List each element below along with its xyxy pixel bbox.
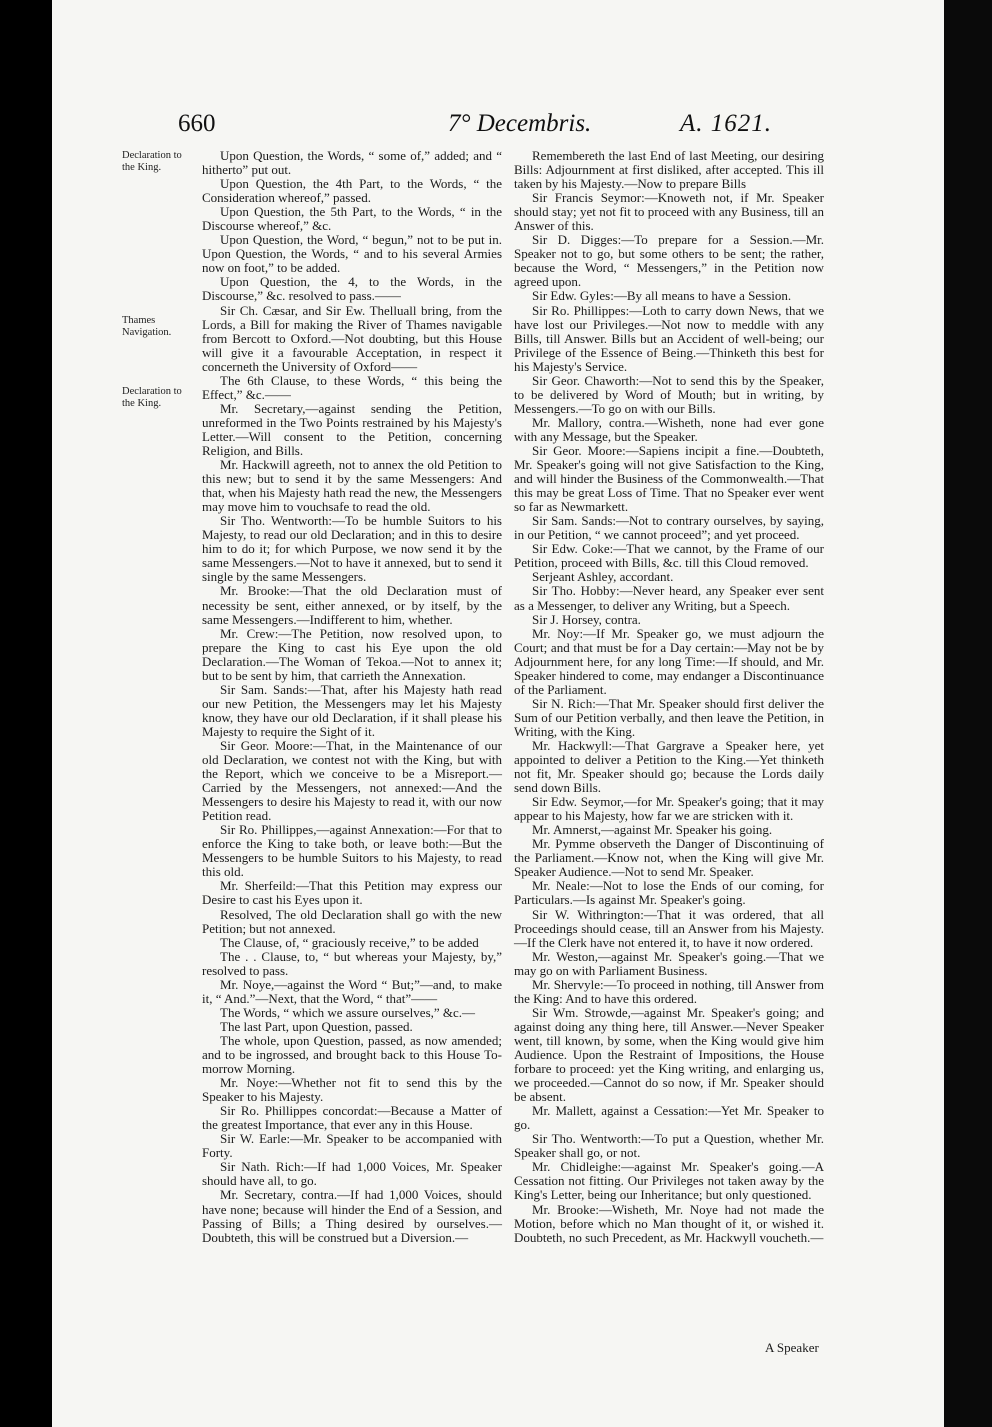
paragraph: Sir Ro. Phillippes:—Loth to carry down News, that we have lost our Privileges.—Not now to meddle with any Bills, till Answer. Bills but an Accident of well-being; our Privilege of the Essence of Being.—Thinketh this best for his Majesty's Service.: [514, 302, 824, 374]
paragraph: Mr. Neale:—Not to lose the Ends of our coming, for Particulars.—Is against Mr. Speaker's going.: [514, 878, 824, 908]
paragraph: Sir Edw. Coke:—That we cannot, by the Frame of our Petition, proceed with Bills, &c. till this Cloud removed.: [514, 541, 824, 571]
paragraph: The 6th Clause, to these Words, “ this being the Effect,” &c.——: [202, 372, 502, 402]
paragraph: Mr. Noye,—against the Word “ But;”—and, to make it, “ And.”—Next, that the Word, “ that”——: [202, 976, 502, 1006]
paragraph: Mr. Chidleighe:—against Mr. Speaker's going.—A Cessation not fitting. Our Privileges not taken away by the King's Letter, being our Inheritance; but only questioned.: [514, 1159, 824, 1203]
paragraph: Sir Edw. Seymor,—for Mr. Speaker's going; that it may appear to his Majesty, how far we are stricken with it.: [514, 794, 824, 824]
paragraph: The whole, upon Question, passed, as now amended; and to be ingrossed, and brought back to this House To-morrow Morning.: [202, 1032, 502, 1077]
paragraph: Sir J. Horsey, contra.: [532, 611, 641, 627]
paragraph: Mr. Sherfeild:—That this Petition may express our Desire to cast his Eyes upon it.: [202, 878, 502, 908]
paragraph: The . . Clause, to, “ but whereas your Majesty, by,” resolved to pass.: [202, 948, 502, 978]
paragraph: Upon Question, the Word, “ begun,” not to be put in. Upon Question, the Words, “ and to his several Armies now on foot,” to be added.: [202, 232, 502, 276]
paragraph: Sir Edw. Gyles:—By all means to have a Session.: [532, 288, 792, 304]
margin-note: Declaration to the King.: [122, 386, 182, 409]
paragraph: Sir D. Digges:—To prepare for a Session.—Mr. Speaker not to go, but some others to be sent; the rather, because the Word, “ Messengers,” in the Petition now agreed upon.: [514, 232, 824, 290]
paragraph: Sir Tho. Wentworth:—To put a Question, whether Mr. Speaker shall go, or not.: [514, 1131, 824, 1161]
paragraph: Resolved, The old Declaration shall go with the new Petition; but not annexed.: [202, 906, 502, 936]
left-column: [202, 149, 502, 1245]
margin-note: Declaration to the King.: [122, 150, 182, 173]
paragraph: Mr. Hackwyll:—That Gargrave a Speaker here, yet appointed to deliver a Petition to the King.—Yet thinketh not fit, Mr. Speaker should go; because the Lords daily send down Bills.: [514, 737, 824, 796]
paragraph: Mr. Secretary,—against sending the Petition, unreformed in the Two Points restrained by his Majesty's Letter.—Will consent to the Petition, concerning Religion, and Bills.: [202, 400, 502, 458]
page-edge: [944, 0, 992, 1427]
paragraph: The last Part, upon Question, passed.: [220, 1018, 413, 1034]
paragraph: Sir W. Withrington:—That it was ordered, that all Proceedings should cease, till an Answer from his Majesty.—If the Clerk have not entered it, to have it now ordered.: [514, 906, 824, 950]
page-number: 660: [178, 110, 216, 137]
paragraph: Sir Geor. Moore:—That, in the Maintenance of our old Declaration, we contest not with the King, but with the Report, which we conceive to be a Misreport.—Carried by the Messengers, not annexed:—And the Messengers to desire his Majesty to read it, with our now Petition read.: [202, 737, 502, 824]
paragraph: Mr. Brooke:—That the old Declaration must of necessity be sent, either annexed, or by itself, by the same Messengers.—Indifferent to him, whether.: [202, 583, 502, 627]
document-page: [52, 0, 944, 1427]
paragraph: Serjeant Ashley, accordant.: [532, 569, 674, 585]
paragraph: Sir Tho. Hobby:—Never heard, any Speaker ever sent as a Messenger, to deliver any Writing, but a Speech.: [514, 583, 824, 613]
paragraph: Sir Sam. Sands:—Not to contrary ourselves, by saying, in our Petition, “ we cannot proceed”; and yet proceed.: [514, 513, 824, 543]
right-column: [514, 149, 824, 1245]
paragraph: Sir Ro. Phillippes,—against Annexation:—For that to enforce the King to take both, or leave both:—But the Messengers to be humble Suitors to his Majesty, to read this old.: [202, 822, 502, 880]
paragraph: Sir Tho. Wentworth:—To be humble Suitors to his Majesty, to read our old Declaration; and in this to desire him to do it; for which Purpose, we now send it by the same Messengers.—Not to have it annexed, but to send it single by the same Messengers.: [202, 513, 502, 585]
paragraph: Mr. Brooke:—Wisheth, Mr. Noye had not made the Motion, before which no Man thought of it, or wished it. Doubteth, no such Precedent, as Mr. Hackwyll voucheth.—: [514, 1201, 824, 1245]
paragraph: Sir Ro. Phillippes concordat:—Because a Matter of the greatest Importance, that ever any in this House.: [202, 1103, 502, 1133]
paragraph: Mr. Noye:—Whether not fit to send this by the Speaker to his Majesty.: [202, 1075, 502, 1105]
paragraph: Upon Question, the Words, “ some of,” added; and “ hitherto” put out.: [202, 148, 502, 178]
paragraph: Mr. Hackwill agreeth, not to annex the old Petition to this new; but to send it by the same Messengers: And that, when his Majesty hath read the new, the Messengers may move him to vouchsafe to read the old.: [202, 457, 502, 515]
margin-note: Thames Navigation.: [122, 315, 172, 338]
page-header: [52, 110, 944, 150]
paragraph: Sir N. Rich:—That Mr. Speaker should first deliver the Sum of our Petition verbally, and then leave the Petition, in Writing, with the King.: [514, 695, 824, 739]
paragraph: Sir Francis Seymor:—Knoweth not, if Mr. Speaker should stay; yet not fit to proceed with any Business, till an Answer of this.: [514, 190, 824, 234]
paragraph: Mr. Shervyle:—To proceed in nothing, till Answer from the King: And to have this ordered.: [514, 976, 824, 1006]
paragraph: The Clause, of, “ graciously receive,” to be added: [220, 934, 479, 950]
paragraph: Upon Question, the 4th Part, to the Words, “ the Consideration whereof,” passed.: [202, 176, 502, 206]
paragraph: Remembereth the last End of last Meeting, our desiring Bills: Adjournment at first disliked, after accepted. This ill taken by his Majesty.—Now to prepare Bills: [514, 148, 824, 192]
paragraph: Sir W. Earle:—Mr. Speaker to be accompanied with Forty.: [202, 1131, 502, 1161]
paragraph: Mr. Mallett, against a Cessation:—Yet Mr. Speaker to go.: [514, 1103, 824, 1133]
paragraph: Mr. Secretary, contra.—If had 1,000 Voices, should have none; because will hinder the End of a Session, and Passing of Bills; a Thing desired by ourselves.—Doubteth, this will be construed but a Diversion.—: [202, 1187, 502, 1245]
paragraph: Mr. Pymme observeth the Danger of Discontinuing of the Parliament.—Know not, when the King will give Mr. Speaker Audience.—Not to send Mr. Speaker.: [514, 836, 824, 880]
paragraph: Sir Geor. Moore:—Sapiens incipit a fine.—Doubteth, Mr. Speaker's going will not give Satisfaction to the King, and will hinder the Business of the Commonwealth.—That this may be great Loss of Time. That no Speaker ever went so far as Newmarkett.: [514, 442, 824, 515]
paragraph: Upon Question, the 5th Part, to the Words, “ in the Discourse whereof,” &c.: [202, 204, 502, 234]
running-head-date: 7° Decembris.: [448, 110, 592, 137]
paragraph: Sir Ch. Cæsar, and Sir Ew. Thelluall bring, from the Lords, a Bill for making the River of Thames navigable from Bercott to Oxford.—Not doubting, but this House will give it a favourable Acceptation, in respect it concerneth the University of Oxford——: [202, 302, 502, 374]
paragraph: Mr. Weston,—against Mr. Speaker's going.—That we may go on with Parliament Business.: [514, 948, 824, 978]
paragraph: Sir Wm. Strowde,—against Mr. Speaker's going; and against doing any thing here, till Answer.—Never Speaker went, till known, by some, when the King would give him Audience. Upon the Restraint of Impositions, the House forbare to proceed: yet the King writing, and enlarging us, we proceeded.—Cannot do so now, if Mr. Speaker should be absent.: [514, 1004, 824, 1105]
paragraph: Upon Question, the 4, to the Words, in the Discourse,” &c. resolved to pass.——: [202, 274, 502, 304]
paragraph: Mr. Mallory, contra.—Wisheth, none had ever gone with any Message, but the Speaker.: [514, 414, 824, 444]
running-head-year: A. 1621.: [680, 110, 773, 137]
paragraph: The Words, “ which we assure ourselves,” &c.—: [220, 1004, 476, 1020]
paragraph: Sir Nath. Rich:—If had 1,000 Voices, Mr. Speaker should have all, to go.: [202, 1159, 502, 1189]
paragraph: Sir Sam. Sands:—That, after his Majesty hath read our new Petition, the Messengers may let his Majesty know, they have our old Declaration, if it shall please his Majesty to require the Sight of it.: [202, 681, 502, 739]
paragraph: Mr. Noy:—If Mr. Speaker go, we must adjourn the Court; and that must be for a Day certain:—May not be by Adjournment here, for any long Time:—If should, and Mr. Speaker hindered to come, may endanger a Discontinuance of the Parliament.: [514, 625, 824, 697]
catchword: A Speaker: [765, 1340, 819, 1355]
paragraph: Sir Geor. Chaworth:—Not to send this by the Speaker, to be delivered by Word of Mouth; but in writing, by Messengers.—To go on with our Bills.: [514, 372, 824, 416]
paragraph: Mr. Amnerst,—against Mr. Speaker his going.: [532, 822, 773, 838]
paragraph: Mr. Crew:—The Petition, now resolved upon, to prepare the King to cast his Eye upon the old Declaration.—The Woman of Tekoa.—Not to annex it; but to be sent by him, that carrieth the Annexation.: [202, 625, 502, 683]
